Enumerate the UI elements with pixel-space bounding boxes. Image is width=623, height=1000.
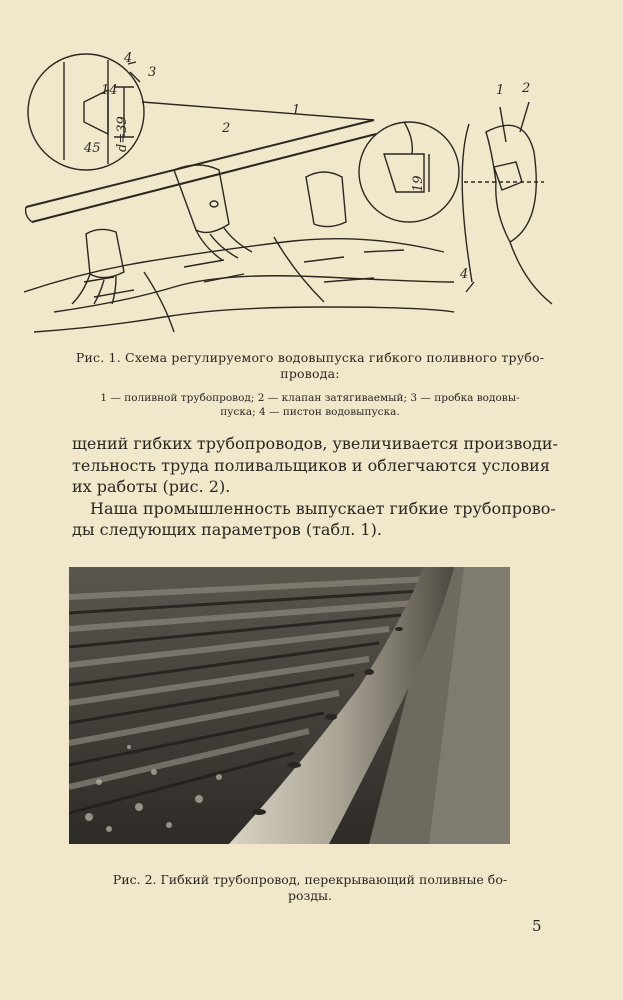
body-line-2: тельность труда поливальщиков и облегчаются условия (72, 455, 550, 475)
body-line-1: щений гибких трубопроводов, увеличивается производи- (72, 434, 558, 453)
body-paragraph (72, 433, 558, 541)
figure-2-caption (60, 872, 560, 904)
fig1-dim-d: d=39 (115, 116, 130, 152)
fig1-label-4-side: 4 (460, 267, 469, 282)
fig1-label-2: 2 (222, 121, 231, 136)
figure-2-caption-line-1: Рис. 2. Гибкий трубопровод, перекрывающий поливные бо- (112, 872, 508, 887)
figure-1-legend-line-1: 1 — поливной трубопровод; 2 — клапан затягиваемый; 3 — пробка водовы- (100, 392, 520, 404)
figure-2-photo (69, 567, 510, 844)
figure-1-caption-line-1: Рис. 1. Схема регулируемого водовыпуска гибкого поливного трубо- (75, 350, 545, 365)
fig1-label-4: 4 (124, 51, 133, 66)
figure-1-caption (40, 350, 580, 382)
fig1-dim-45: 45 (84, 141, 101, 156)
fig1-label-2-side: 2 (522, 81, 531, 96)
fig1-label-1: 1 (292, 103, 301, 118)
figure-1-caption-line-2: провода: (280, 366, 340, 381)
figure-2-caption-line-2: розды. (288, 888, 332, 903)
figure-1-drawing (24, 42, 556, 342)
page-number: 5 (532, 917, 542, 935)
body-line-3: их работы (рис. 2). (72, 477, 231, 496)
body-line-4: Наша промышленность выпускает гибкие трубопрово- (90, 498, 556, 518)
fig1-label-1-side: 1 (496, 83, 505, 98)
fig1-dim-14: 14 (101, 83, 118, 98)
fig1-dim-19: 19 (411, 175, 426, 192)
body-line-5: ды следующих параметров (табл. 1). (72, 520, 382, 539)
fig1-label-3: 3 (148, 65, 157, 80)
figure-1-legend-line-2: пуска; 4 — пистон водовыпуска. (220, 406, 400, 418)
figure-1-legend (40, 391, 580, 419)
